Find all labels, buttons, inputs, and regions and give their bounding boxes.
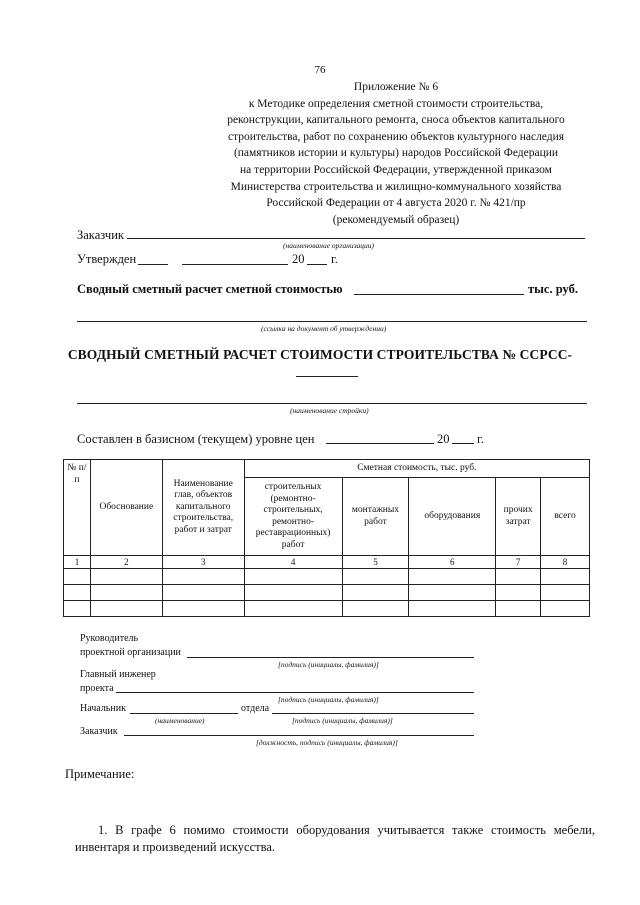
appendix-line: (памятников истории и культуры) народов Российской Федерации xyxy=(233,147,559,160)
column-number: 3 xyxy=(162,556,244,569)
column-number: 5 xyxy=(342,556,409,569)
signature-chief-caption: [подпись (инициалы, фамилия)] xyxy=(278,695,379,704)
appendix-line: к Методике определения сметной стоимости строительства, xyxy=(248,97,544,110)
signature-head-line[interactable] xyxy=(187,657,474,658)
table-cell[interactable] xyxy=(162,601,244,617)
signature-dept-sign-line[interactable] xyxy=(272,713,474,714)
signature-dept-label: отдела xyxy=(241,703,270,714)
signature-head-caption: [подпись (инициалы, фамилия)] xyxy=(278,660,379,669)
appendix-line: (рекомендуемый образец) xyxy=(332,213,460,226)
table-cell[interactable] xyxy=(409,585,496,601)
table-cell[interactable] xyxy=(342,569,409,585)
table-cell[interactable] xyxy=(64,585,91,601)
header-col-number: № п/ п xyxy=(64,460,91,556)
table-cell[interactable] xyxy=(496,601,541,617)
header-col-installation: монтажных работ xyxy=(342,478,409,556)
note-text: 1. В графе 6 помимо стоимости оборудования учитывается также стоимость мебели, инвентаря и произведений искусства. xyxy=(75,823,595,854)
signature-chief-label-line1: Главный инженер xyxy=(80,669,156,680)
table-cell[interactable] xyxy=(64,569,91,585)
signature-head-label-line1: Руководитель xyxy=(80,633,139,644)
approved-field-line[interactable] xyxy=(138,264,168,265)
customer-caption: (наименование организации) xyxy=(283,241,375,250)
appendix-line: реконструкции, капитального ремонта, сноса объектов капитального xyxy=(227,114,565,127)
header-col-construction: строительных (ремонтно-строительных, ремонтно-реставрационных) работ xyxy=(244,478,342,556)
table-cell[interactable] xyxy=(244,585,342,601)
column-number: 4 xyxy=(244,556,342,569)
approved-date-line[interactable] xyxy=(182,264,288,265)
summary-cost-field-line[interactable] xyxy=(354,294,524,295)
column-number: 8 xyxy=(541,556,590,569)
document-title: СВОДНЫЙ СМЕТНЫЙ РАСЧЕТ СТОИМОСТИ СТРОИТЕЛЬСТВА № ССРСС- xyxy=(67,347,573,362)
table-cell[interactable] xyxy=(409,569,496,585)
column-number: 2 xyxy=(90,556,162,569)
table-row xyxy=(64,569,590,585)
approved-label: Утвержден xyxy=(77,252,137,266)
table-row xyxy=(64,601,590,617)
table-cell[interactable] xyxy=(90,601,162,617)
appendix-line: на территории Российской Федерации, утвержденной приказом xyxy=(240,163,552,176)
table-cell[interactable] xyxy=(409,601,496,617)
appendix-header xyxy=(196,79,596,228)
note-title: Примечание: xyxy=(65,767,135,781)
table-cell[interactable] xyxy=(496,585,541,601)
table-cell[interactable] xyxy=(244,601,342,617)
signature-customer-caption: [должность, подпись (инициалы, фамилия)] xyxy=(256,738,398,747)
construction-caption: (наименование стройки) xyxy=(290,406,369,415)
approved-year-suffix: г. xyxy=(331,252,338,266)
table-cell[interactable] xyxy=(496,569,541,585)
table-cell[interactable] xyxy=(541,569,590,585)
appendix-line: Министерства строительства и жилищно-коммунального хозяйства xyxy=(230,180,562,193)
customer-field-line[interactable] xyxy=(127,238,585,239)
summary-cost-unit: тыс. руб. xyxy=(528,282,578,296)
table-cell[interactable] xyxy=(342,601,409,617)
column-number-row xyxy=(64,556,590,569)
header-col-other: прочих затрат xyxy=(496,478,541,556)
header-group-cost: Сметная стоимость, тыс. руб. xyxy=(244,460,589,478)
page-number: 76 xyxy=(314,64,326,76)
construction-name-line[interactable] xyxy=(77,403,587,404)
estimate-table xyxy=(63,459,590,617)
table-cell[interactable] xyxy=(244,569,342,585)
header-col-total: всего xyxy=(541,478,590,556)
table-cell[interactable] xyxy=(342,585,409,601)
approval-doc-caption: (ссылка на документ об утверждении) xyxy=(261,324,387,333)
compiled-year-line[interactable] xyxy=(452,443,474,444)
compiled-year-prefix: 20 xyxy=(437,432,450,446)
table-cell[interactable] xyxy=(541,585,590,601)
appendix-line: Приложение № 6 xyxy=(353,81,439,93)
customer-label: Заказчик xyxy=(77,228,124,242)
header-col-name: Наименование глав, объектов капитального строительства, работ и затрат xyxy=(162,460,244,556)
approved-year-prefix: 20 xyxy=(292,252,305,266)
table-cell[interactable] xyxy=(162,585,244,601)
estimate-number-line[interactable] xyxy=(296,376,358,377)
signature-chief-label-line2: проекта xyxy=(80,683,114,694)
signature-chief-line[interactable] xyxy=(116,692,474,693)
appendix-line: Российской Федерации от 4 августа 2020 г. № 421/пр xyxy=(266,197,526,210)
header-col-basis: Обоснование xyxy=(90,460,162,556)
table-cell[interactable] xyxy=(90,569,162,585)
signature-head-label-line2: проектной организации xyxy=(80,647,181,658)
table-cell[interactable] xyxy=(541,601,590,617)
appendix-line: строительства, работ по сохранению объектов культурного наследия xyxy=(227,130,565,143)
column-number: 6 xyxy=(409,556,496,569)
approved-year-line[interactable] xyxy=(307,264,327,265)
signature-customer-line[interactable] xyxy=(124,735,474,736)
signature-dept-name-line[interactable] xyxy=(130,713,238,714)
signature-dept-name-caption: (наименование) xyxy=(155,716,205,725)
table-cell[interactable] xyxy=(162,569,244,585)
signature-dept-sign-caption: [подпись (инициалы, фамилия)] xyxy=(292,716,393,725)
compiled-label: Составлен в базисном (текущем) уровне цен xyxy=(77,432,315,446)
compiled-date-line[interactable] xyxy=(326,443,434,444)
table-cell[interactable] xyxy=(90,585,162,601)
column-number: 7 xyxy=(496,556,541,569)
compiled-year-suffix: г. xyxy=(477,432,484,446)
approval-doc-line[interactable] xyxy=(77,321,587,322)
header-col-equipment: оборудования xyxy=(409,478,496,556)
table-cell[interactable] xyxy=(64,601,91,617)
signature-dept-head-label: Начальник xyxy=(80,703,126,714)
table-row xyxy=(64,585,590,601)
column-number: 1 xyxy=(64,556,91,569)
signature-customer-label: Заказчик xyxy=(80,726,118,737)
summary-cost-label: Сводный сметный расчет сметной стоимостью xyxy=(77,282,343,296)
